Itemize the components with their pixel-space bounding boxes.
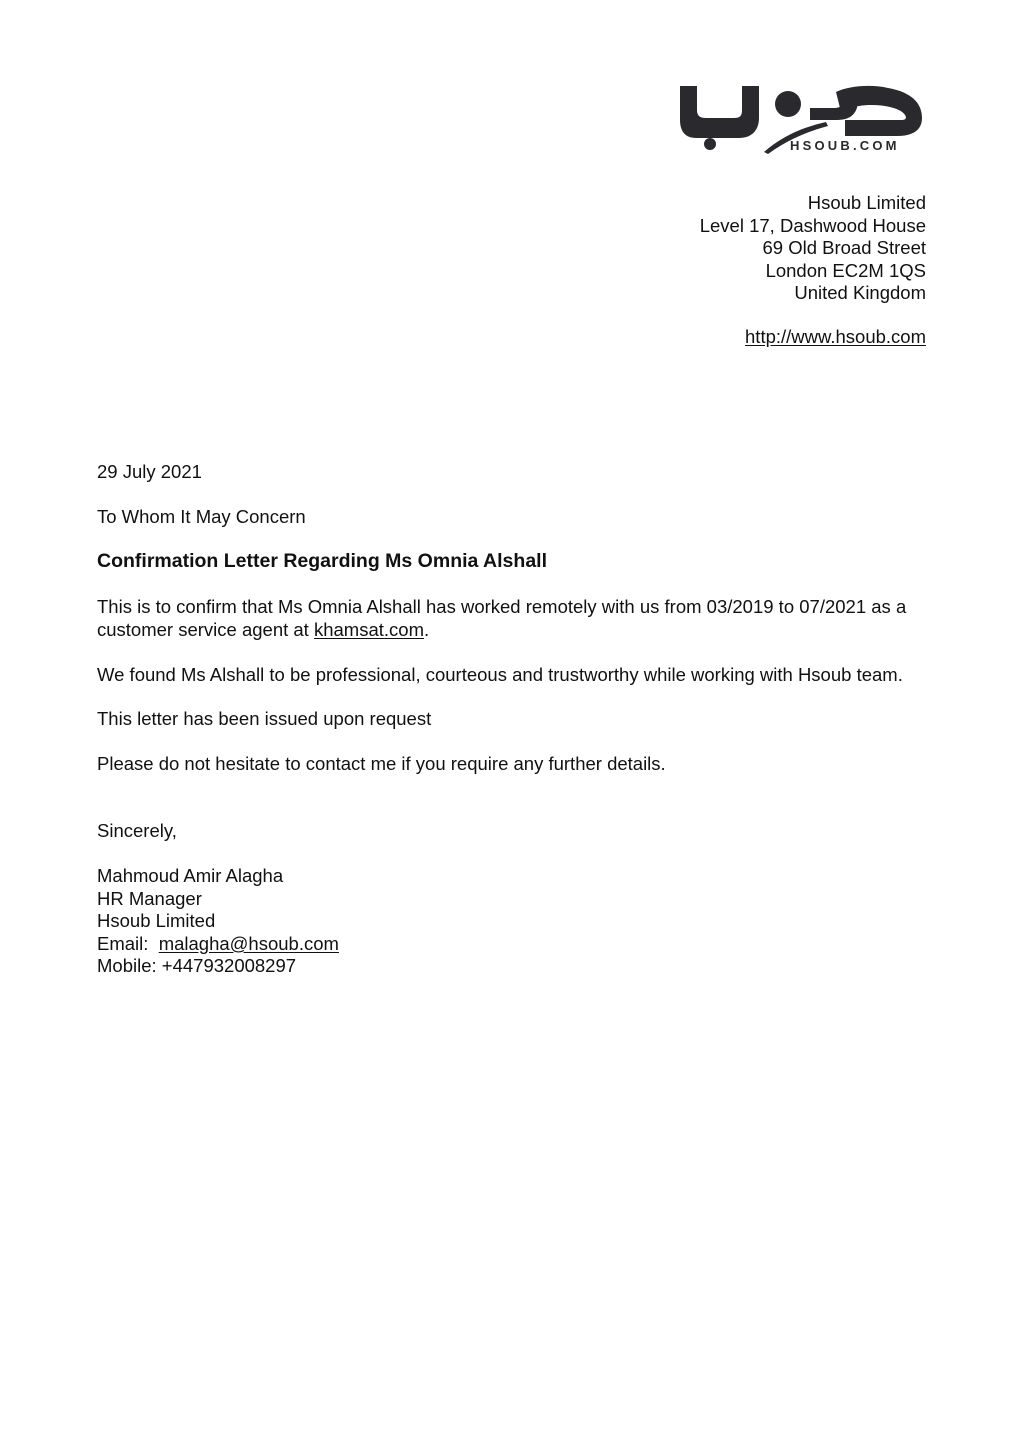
signer-mobile: Mobile: +447932008297 — [97, 955, 297, 976]
signer-email-line — [97, 933, 929, 956]
closing: Sincerely, — [97, 820, 177, 841]
logo-wordmark: HSOUB.COM — [790, 138, 900, 153]
signer-title: HR Manager — [97, 887, 202, 909]
sender-address-line: Level 17, Dashwood House — [699, 214, 926, 236]
letter-date: 29 July 2021 — [97, 461, 202, 482]
sender-company: Hsoub Limited — [807, 192, 926, 213]
sender-address — [700, 192, 926, 305]
website-link[interactable]: http://www.hsoub.com — [745, 326, 926, 347]
signer-company: Hsoub Limited — [97, 910, 216, 931]
salutation: To Whom It May Concern — [97, 506, 306, 527]
paragraph-end: . — [423, 618, 430, 640]
sender-address-line: 69 Old Broad Street — [762, 237, 926, 258]
email-link[interactable]: malagha@hsoub.com — [158, 932, 339, 954]
paragraph-issued: This letter has been issued upon request — [97, 708, 432, 729]
sender-country: United Kingdom — [794, 282, 926, 303]
paragraph-contact: Please do not hesitate to contact me if you require any further details. — [97, 753, 666, 774]
email-label: Email: — [97, 932, 149, 954]
paragraph-confirmation — [97, 596, 929, 641]
sender-address-line: London EC2M 1QS — [765, 259, 926, 281]
sender-website — [745, 326, 926, 349]
paragraph-text: This is to confirm that Ms Omnia Alshall has worked remotely with us from 03/2019 to 07/2021 as a customer service agent at — [97, 596, 907, 640]
paragraph-evaluation: We found Ms Alshall to be professional, courteous and trustworthy while working with Hsoub team. — [97, 664, 903, 685]
letter-subject: Confirmation Letter Regarding Ms Omnia Alshall — [97, 550, 547, 572]
signer-name: Mahmoud Amir Alagha — [97, 865, 284, 886]
khamsat-link[interactable]: khamsat.com — [313, 618, 424, 640]
signature-block — [97, 865, 929, 978]
